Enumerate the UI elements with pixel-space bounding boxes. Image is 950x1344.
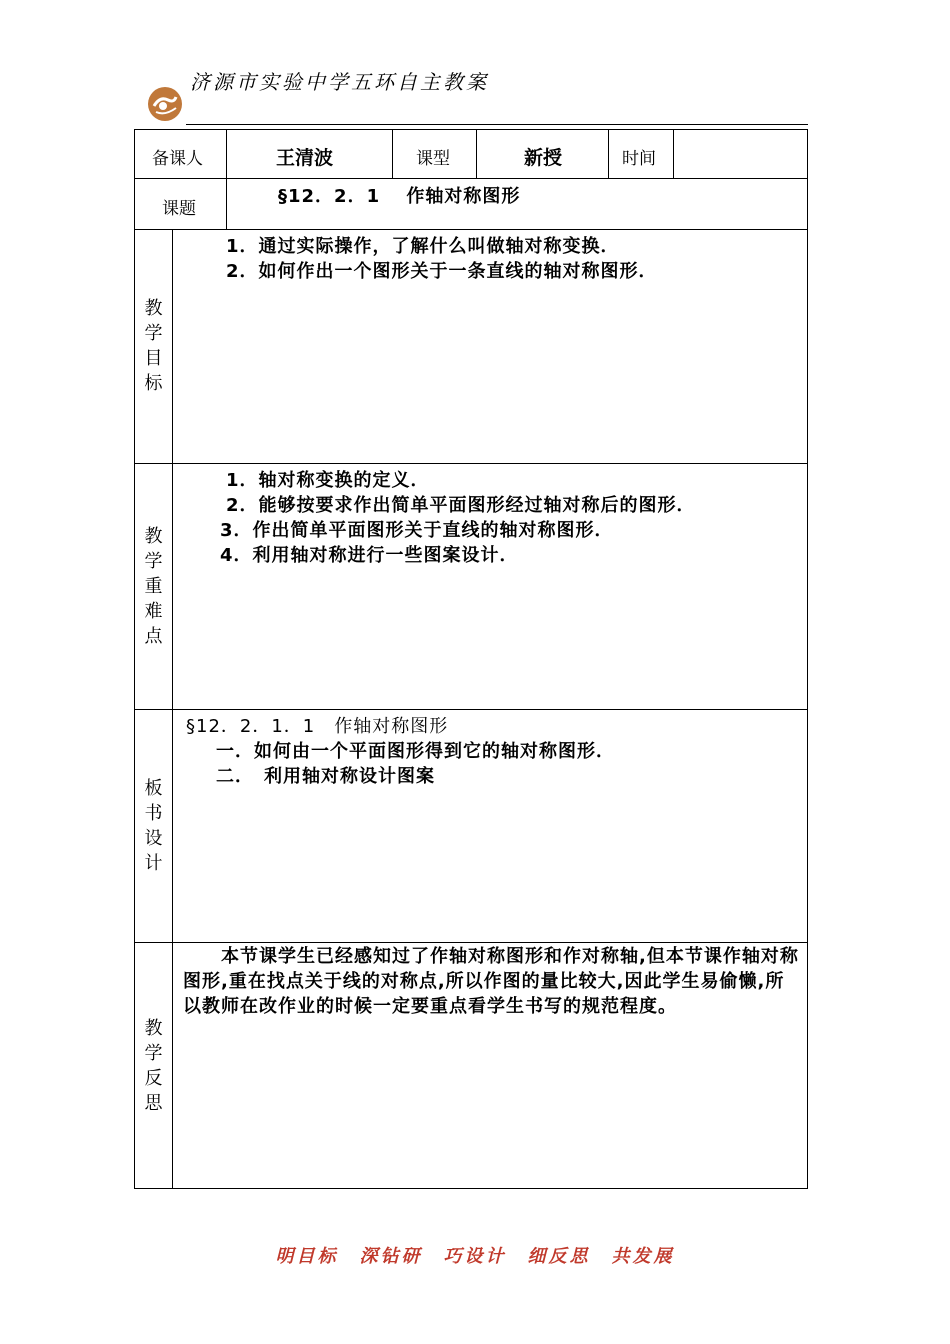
time-label: 时间 — [622, 149, 656, 169]
key-points-label: 教 学 重 难 点 — [144, 526, 163, 647]
key-point-item: 1．轴对称变换的定义． — [226, 470, 430, 491]
key-point-item: 4．利用轴对称进行一些图案设计． — [220, 545, 519, 566]
col-divider — [392, 129, 393, 179]
reflection-text: 本节课学生已经感知过了作轴对称图形和作对称轴,但本节课作轴对称图形,重在找点关于线的对称点,所以作图的量比较大,因此学生易偷懒,所以教师在改作业的时候一定要重点看学生书写的规范程度。 — [183, 946, 799, 1017]
key-point-item: 2．能够按要求作出简单平面图形经过轴对称后的图形． — [226, 495, 696, 516]
board-design-item: 二． 利用轴对称设计图案 — [216, 766, 435, 787]
col-divider — [476, 129, 477, 179]
school-header-title: 济源市实验中学五环自主教案 — [190, 70, 489, 94]
lesson-type-label: 课型 — [416, 149, 450, 169]
lesson-type-value: 新授 — [524, 147, 563, 169]
row-divider — [134, 942, 808, 943]
row-divider — [134, 709, 808, 710]
topic-label: 课题 — [162, 199, 196, 219]
row-divider — [134, 229, 808, 230]
topic-value: §12．2．1 作轴对称图形 — [278, 186, 521, 207]
board-design-label: 板 书 设 计 — [144, 778, 163, 874]
header-rule — [186, 124, 808, 125]
reflection-label: 教 学 反 思 — [144, 1018, 163, 1114]
row-divider — [134, 463, 808, 464]
objective-item: 2．如何作出一个图形关于一条直线的轴对称图形． — [226, 261, 658, 282]
col-divider — [226, 129, 227, 229]
board-design-heading: §12．2．1．1 作轴对称图形 — [186, 716, 449, 737]
footer-motto: 明目标 深钻研 巧设计 细反思 共发展 — [275, 1246, 675, 1267]
objectives-label: 教 学 目 标 — [144, 298, 163, 394]
school-logo — [146, 86, 184, 122]
objective-item: 1．通过实际操作，了解什么叫做轴对称变换． — [226, 236, 620, 257]
preparer-value: 王清波 — [276, 147, 334, 169]
lesson-plan-table — [134, 129, 808, 1189]
col-divider — [608, 129, 609, 179]
col-divider — [172, 229, 173, 1189]
preparer-label: 备课人 — [152, 149, 203, 169]
key-point-item: 3．作出简单平面图形关于直线的轴对称图形． — [220, 520, 614, 541]
board-design-item: 一．如何由一个平面图形得到它的轴对称图形． — [216, 741, 615, 762]
col-divider — [673, 129, 674, 179]
row-divider — [134, 178, 808, 179]
